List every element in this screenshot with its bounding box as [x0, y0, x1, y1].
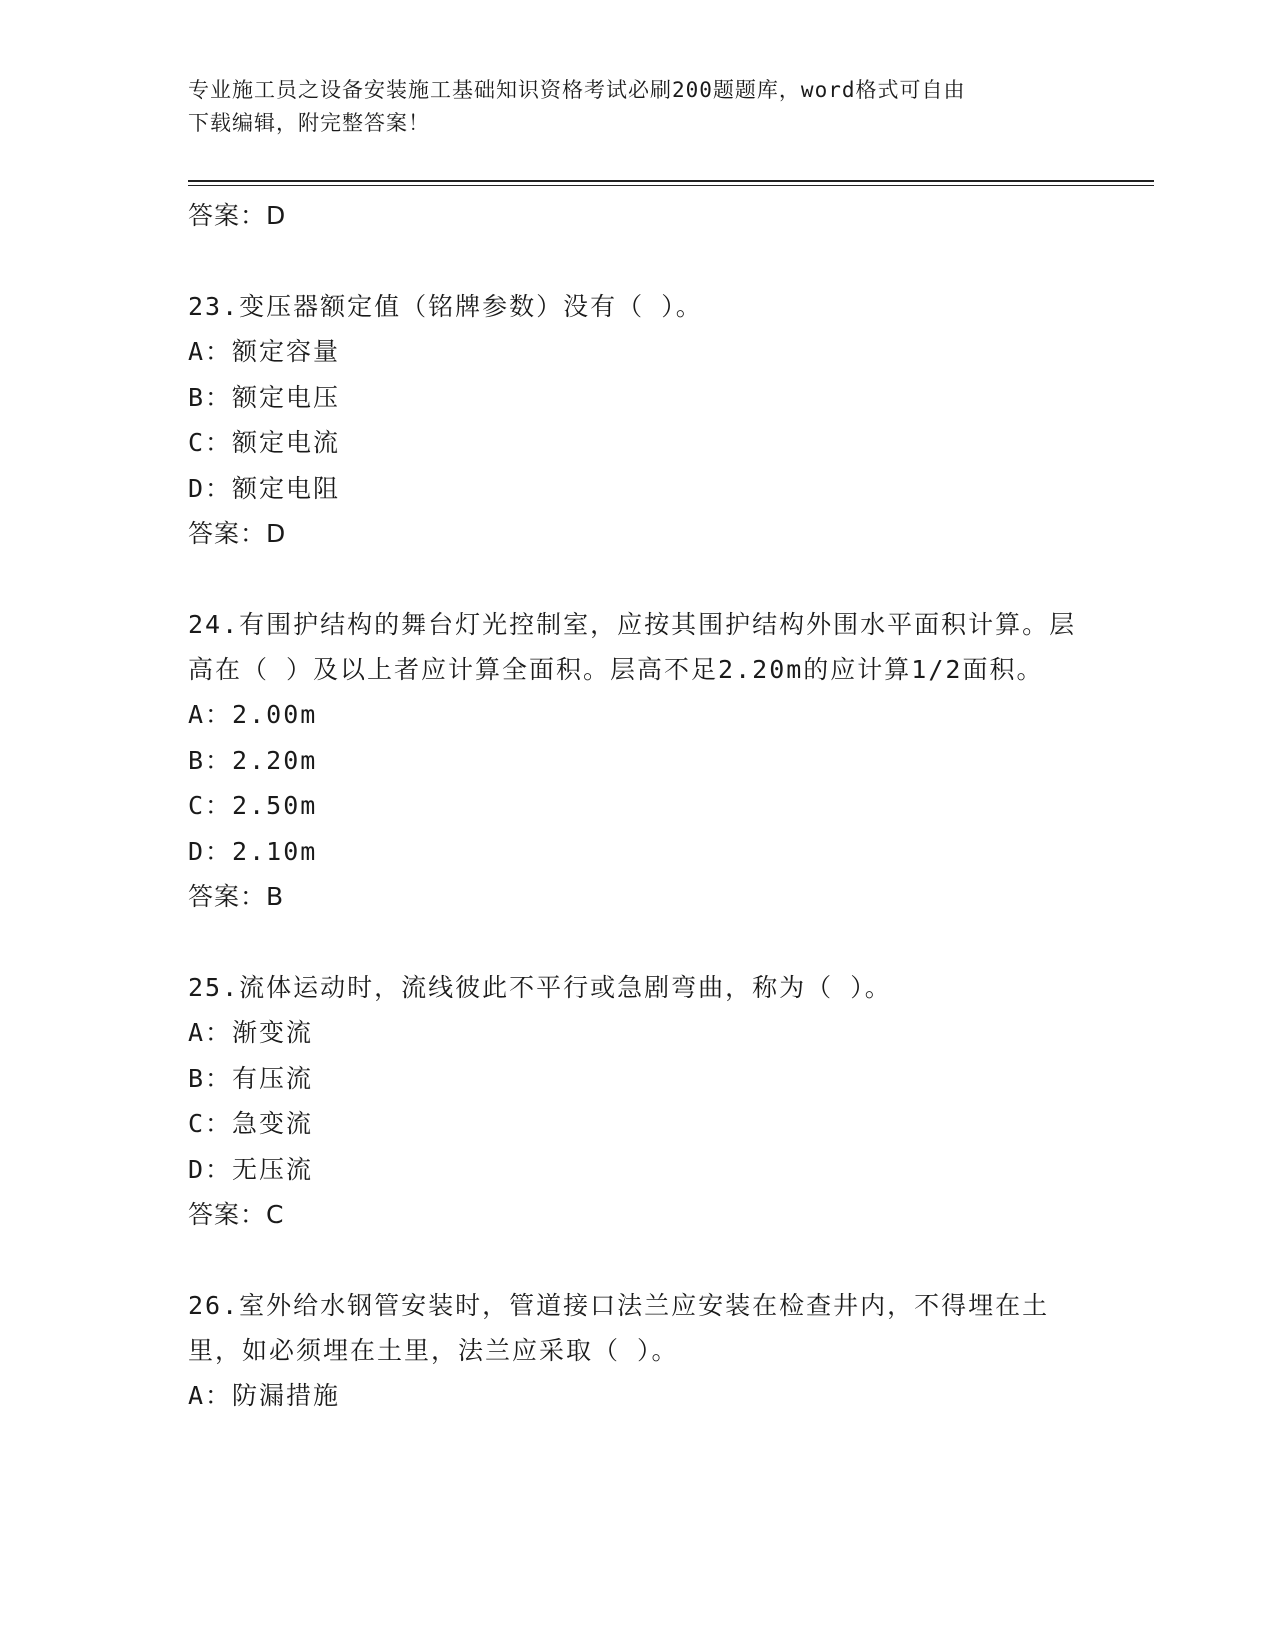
question-26 [188, 1283, 1088, 1419]
question-answer: 答案：D [188, 519, 287, 548]
question-23 [188, 284, 1088, 557]
question-24 [188, 602, 1088, 920]
question-stem: 25.流体运动时，流线彼此不平行或急剧弯曲，称为（ ）。 [188, 973, 892, 1002]
question-answer: 答案：C [188, 1200, 285, 1229]
option-b: B：2.20m [188, 745, 318, 775]
question-stem: 24.有围护结构的舞台灯光控制室，应按其围护结构外围水平面积计算。层高在（ ）及以上者应计算全面积。层高不足2.20m的应计算1/2面积。 [188, 610, 1077, 684]
question-list [188, 193, 1088, 1419]
header-divider-thin [188, 185, 1154, 186]
spacer [188, 920, 1088, 965]
spacer [188, 1238, 1088, 1283]
question-25 [188, 965, 1088, 1238]
option-a: A：额定容量 [188, 337, 341, 366]
question-stem: 23.变压器额定值（铭牌参数）没有（ ）。 [188, 292, 703, 321]
question-stem: 26.室外给水钢管安装时，管道接口法兰应安装在检查井内，不得埋在土里，如必须埋在土里，法兰应采取（ ）。 [188, 1291, 1050, 1365]
header-line-2: 下载编辑，附完整答案！ [188, 111, 430, 135]
option-b: B：有压流 [188, 1063, 314, 1093]
option-d: D：额定电阻 [188, 473, 341, 503]
option-b: B：额定电压 [188, 382, 341, 412]
document-header [188, 74, 1068, 140]
question-answer: 答案：B [188, 882, 285, 911]
option-d: D：无压流 [188, 1154, 314, 1184]
option-c: C：急变流 [188, 1109, 314, 1138]
header-line-1: 专业施工员之设备安装施工基础知识资格考试必刷200题题库，word格式可自由 [188, 78, 966, 102]
option-c: C：额定电流 [188, 428, 341, 457]
option-d: D：2.10m [188, 836, 318, 866]
previous-answer: 答案：D [188, 201, 287, 230]
option-a: A：2.00m [188, 700, 318, 729]
option-a: A：防漏措施 [188, 1381, 341, 1410]
option-a: A：渐变流 [188, 1018, 314, 1047]
option-c: C：2.50m [188, 791, 318, 820]
spacer [188, 557, 1088, 602]
spacer [188, 239, 1088, 284]
header-divider-thick [188, 180, 1154, 182]
